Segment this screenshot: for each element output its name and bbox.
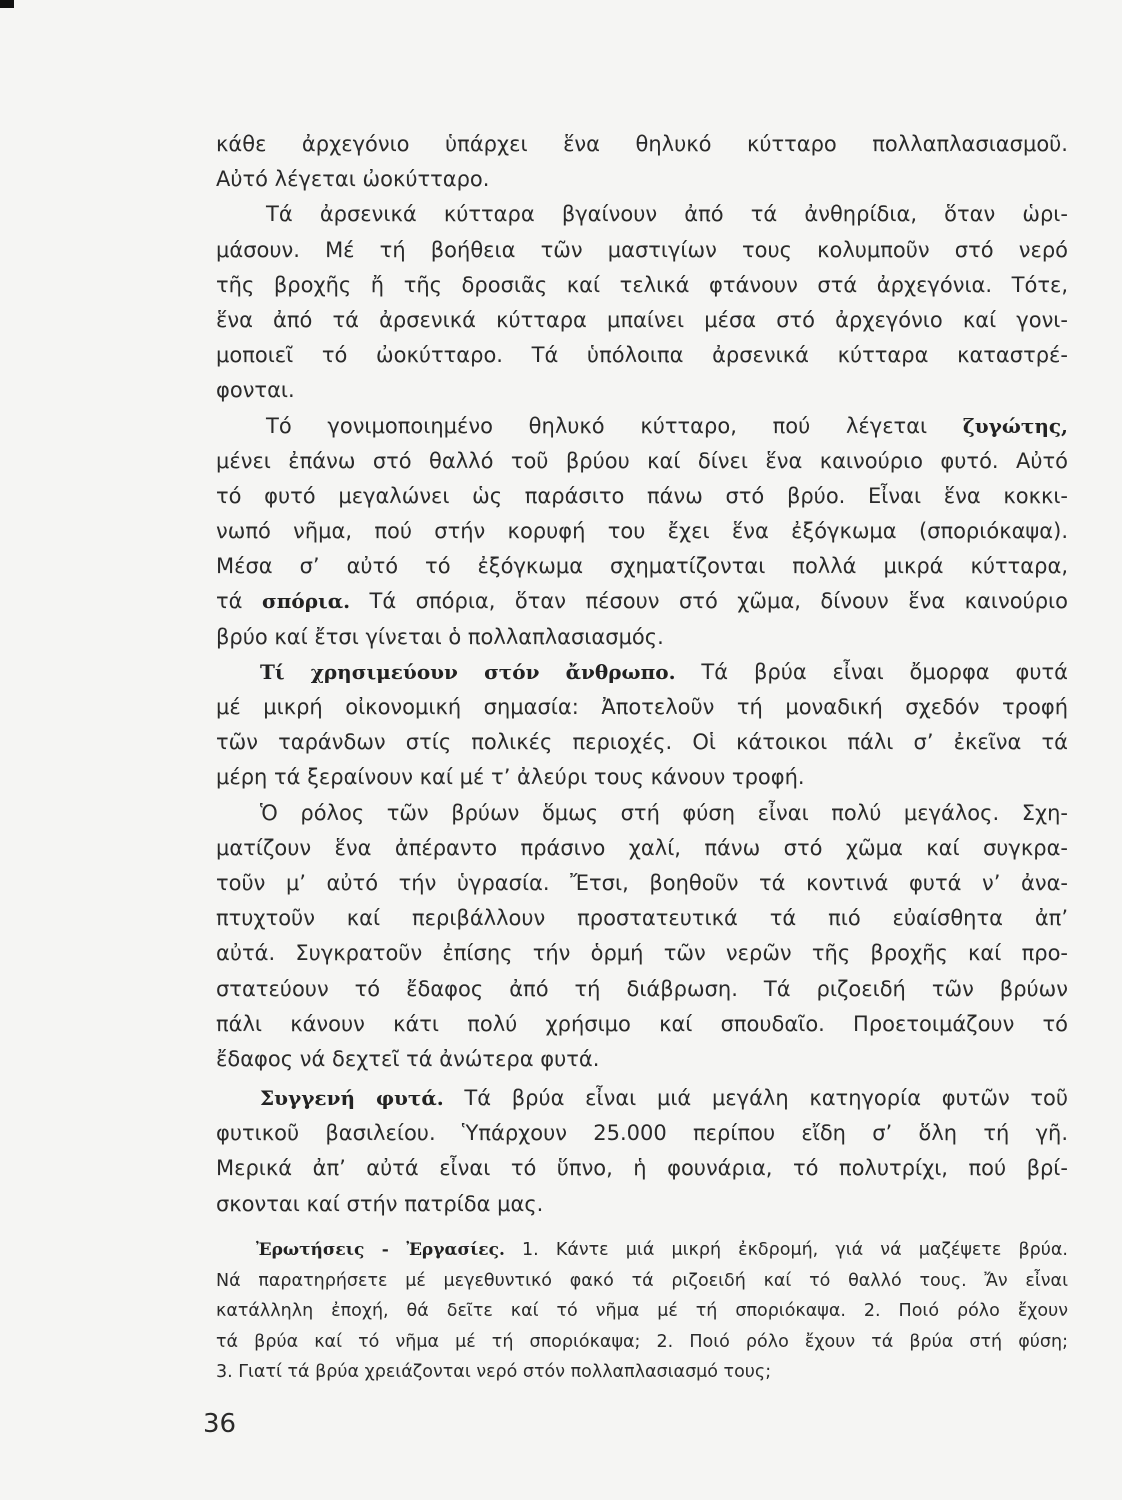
bold-term: σπόρια. xyxy=(261,589,351,614)
text-line: Μερικά ἀπ’ αὐτά εἶναι τό ὕπνο, ἡ φουνάρια, τό πολυτρίχι, πού βρί- xyxy=(216,1156,1068,1181)
text-line: 3. Γιατί τά βρύα χρειάζονται νερό στόν πολλαπλασιασμό τους; xyxy=(216,1362,772,1382)
questions-heading: Ἐρωτήσεις - Ἐργασίες. xyxy=(256,1240,505,1260)
line-text: Τά βρύα εἶναι ὄμορφα φυτά xyxy=(675,659,1069,684)
section-heading: Συγγενή φυτά. xyxy=(260,1086,444,1111)
line-text: Τό γονιμοποιημένο θηλυκό κύτταρο, πού λέγεται xyxy=(266,413,963,438)
text-line: μοποιεῖ τό ὠοκύτταρο. Τά ὑπόλοιπα ἀρσενικά κύτταρα καταστρέ- xyxy=(216,343,1068,368)
text-line xyxy=(216,1081,1068,1116)
body-text xyxy=(216,127,1068,1222)
text-line: σκονται καί στήν πατρίδα μας. xyxy=(216,1191,544,1216)
text-line: φυτικοῦ βασιλείου. Ὑπάρχουν 25.000 περίπου εἴδη σ’ ὅλη τή γῆ. xyxy=(216,1121,1068,1146)
paragraph xyxy=(216,197,1068,408)
paragraph xyxy=(216,127,1068,197)
text-line: ματίζουν ἕνα ἀπέραντο πράσινο χαλί, πάνω στό χῶμα καί συγκρα- xyxy=(216,835,1068,860)
text-line: ἕνα ἀπό τά ἀρσενικά κύτταρα μπαίνει μέσα στό ἀρχεγόνιο καί γονι- xyxy=(216,307,1068,332)
text-line: βρύο καί ἔτσι γίνεται ὁ πολλαπλασιασμός. xyxy=(216,624,664,649)
text-line: τῆς βροχῆς ἤ τῆς δροσιᾶς καί τελικά φτάνουν στά ἀρχεγόνια. Τότε, xyxy=(216,272,1068,297)
text-line: τοῦν μ’ αὐτό τήν ὑγρασία. Ἔτσι, βοηθοῦν τά κοντινά φυτά ν’ ἀνα- xyxy=(216,870,1068,895)
text-line xyxy=(216,584,1068,619)
line-text: τά xyxy=(216,589,262,614)
text-line: μέ μικρή οἰκονομική σημασία: Ἀποτελοῦν τή μοναδική σχεδόν τροφή xyxy=(216,695,1068,719)
paragraph xyxy=(216,409,1068,655)
paragraph xyxy=(216,796,1068,1078)
text-line: κάθε ἀρχεγόνιο ὑπάρχει ἕνα θηλυκό κύτταρο πολλαπλασιασμοῦ. xyxy=(216,132,1068,156)
text-line: μάσουν. Μέ τή βοήθεια τῶν μαστιγίων τους κολυμποῦν στό νερό xyxy=(216,237,1068,262)
text-line: μέρη τά ξεραίνουν καί μέ τ’ ἀλεύρι τους κάνουν τροφή. xyxy=(216,765,805,790)
line-text: Τά σπόρια, ὅταν πέσουν στό χῶμα, δίνουν ἕνα καινούριο xyxy=(350,589,1068,614)
text-line xyxy=(216,409,1068,444)
section-heading: Τί χρησιμεύουν στόν ἄνθρωπο. xyxy=(260,659,676,684)
text-line: ἔδαφος νά δεχτεῖ τά ἀνώτερα φυτά. xyxy=(216,1046,600,1071)
text-line: πτυχτοῦν καί περιβάλλουν προστατευτικά τά πιό εὐαίσθητα ἀπ’ xyxy=(216,906,1068,931)
text-line: νωπό νῆμα, πού στήν κορυφή του ἔχει ἕνα ἐξόγκωμα (σποριόκαψα). xyxy=(216,519,1068,544)
text-line: στατεύουν τό ἔδαφος ἀπό τή διάβρωση. Τά ριζοειδή τῶν βρύων xyxy=(216,976,1068,1001)
text-line: κατάλληλη ἐποχή, θά δεῖτε καί τό νῆμα μέ τή σποριόκαψα. 2. Ποιό ρόλο ἔχουν xyxy=(216,1301,1068,1321)
text-line: Μέσα σ’ αὐτό τό ἐξόγκωμα σχηματίζονται πολλά μικρά κύτταρα, xyxy=(216,554,1068,579)
text-line: αὐτά. Συγκρατοῦν ἐπίσης τήν ὁρμή τῶν νερῶν τῆς βροχῆς καί προ- xyxy=(216,941,1068,966)
line-text: 1. Κάντε μιά μικρή ἐκδρομή, γιά νά μαζέψετε βρύα. xyxy=(504,1240,1068,1260)
text-line: Αὐτό λέγεται ὠοκύτταρο. xyxy=(216,167,490,192)
text-line: Τά ἀρσενικά κύτταρα βγαίνουν ἀπό τά ἀνθηρίδια, ὅταν ὡρι- xyxy=(266,202,1068,227)
text-line: τῶν ταράνδων στίς πολικές περιοχές. Οἱ κάτοικοι πάλι σ’ ἐκεῖνα τά xyxy=(216,730,1068,755)
text-line: Ὁ ρόλος τῶν βρύων ὅμως στή φύση εἶναι πολύ μεγάλος. Σχη- xyxy=(260,800,1068,825)
text-line: τά βρύα καί τό νῆμα μέ τή σποριόκαψα; 2. Ποιό ρόλο ἔχουν τά βρύα στή φύση; xyxy=(216,1331,1068,1352)
text-line: φονται. xyxy=(216,378,295,403)
questions-exercises xyxy=(216,1235,1068,1388)
scan-corner-mark xyxy=(0,0,14,8)
page-number: 36 xyxy=(203,1409,237,1439)
text-line: πάλι κάνουν κάτι πολύ χρήσιμο καί σπουδαῖο. Προετοιμάζουν τό xyxy=(216,1011,1068,1036)
text-line: Νά παρατηρήσετε μέ μεγεθυντικό φακό τά ριζοειδή καί τό θαλλό τους. Ἄν εἶναι xyxy=(216,1270,1068,1291)
paragraph xyxy=(216,1081,1068,1222)
line-text: Τά βρύα εἶναι μιά μεγάλη κατηγορία φυτῶν τοῦ xyxy=(443,1086,1069,1111)
text-line: τό φυτό μεγαλώνει ὡς παράσιτο πάνω στό βρύο. Εἶναι ἕνα κοκκι- xyxy=(216,483,1068,508)
text-line xyxy=(216,1235,1068,1266)
text-line xyxy=(216,655,1068,690)
paragraph xyxy=(216,655,1068,796)
text-line: μένει ἐπάνω στό θαλλό τοῦ βρύου καί δίνει ἕνα καινούριο φυτό. Αὐτό xyxy=(216,448,1068,473)
bold-term: ζυγώτης, xyxy=(962,413,1068,438)
